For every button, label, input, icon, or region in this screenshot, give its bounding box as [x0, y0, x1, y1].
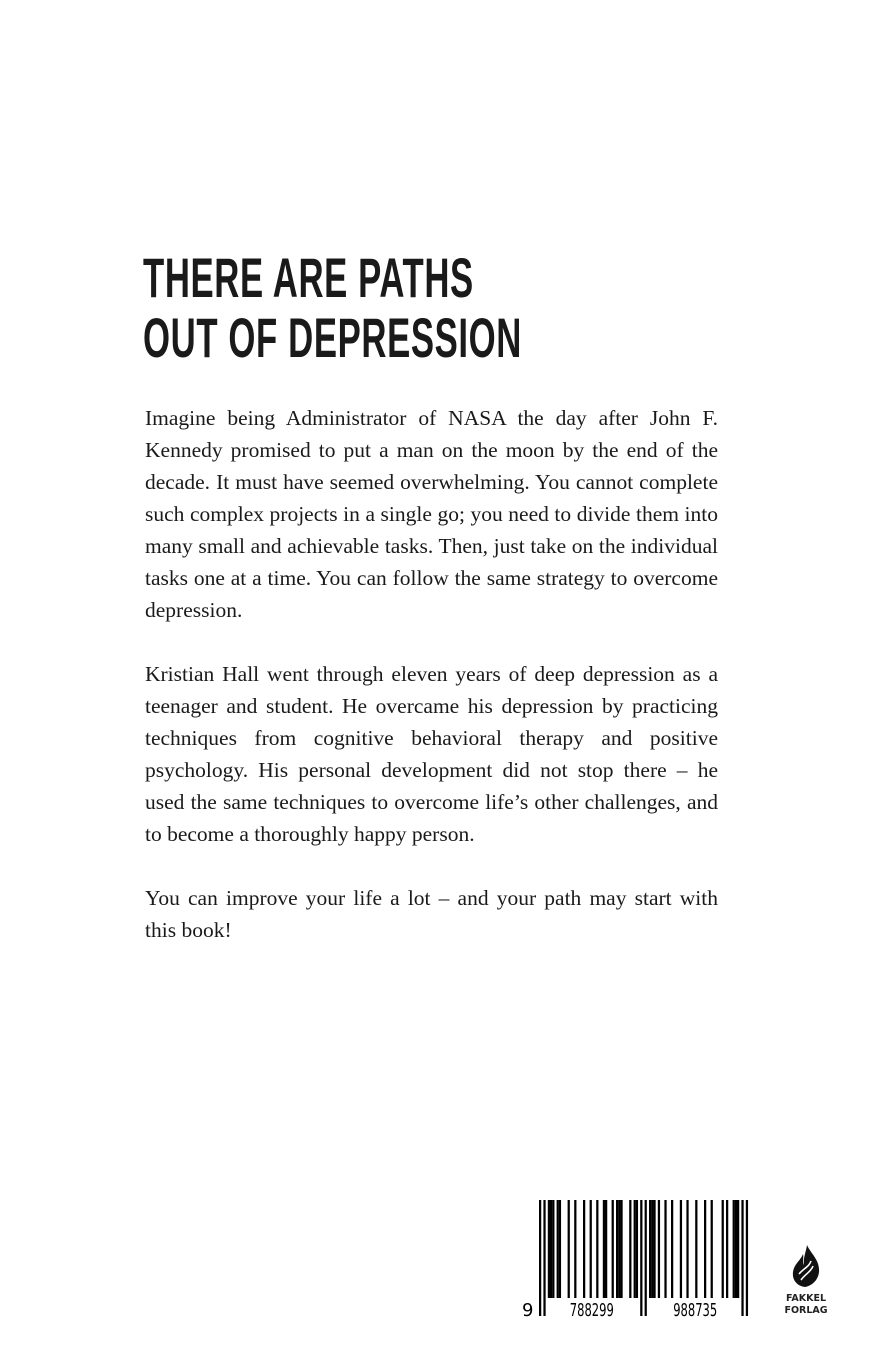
- barcode-bar: [612, 1200, 614, 1298]
- publisher-logo: [778, 1244, 834, 1317]
- title-line-1: THERE ARE PATHS: [143, 246, 474, 309]
- barcode-bar: [557, 1200, 559, 1298]
- barcode-bar: [548, 1200, 550, 1298]
- barcode-bar: [640, 1200, 642, 1316]
- barcode-bar: [741, 1200, 743, 1316]
- barcode-bar: [616, 1200, 618, 1298]
- barcode-bar: [695, 1200, 697, 1298]
- barcode-bar: [629, 1200, 631, 1298]
- barcode-bar: [574, 1200, 576, 1298]
- barcode-bar: [552, 1200, 554, 1298]
- barcode-bar: [636, 1200, 638, 1298]
- barcode-bar: [605, 1200, 607, 1298]
- barcode-bar: [649, 1200, 651, 1298]
- cover-title: [143, 248, 522, 368]
- paragraph: You can improve your life a lot – and your path may start with this book!: [145, 886, 718, 942]
- barcode-bar: [651, 1200, 653, 1298]
- barcode-bar: [680, 1200, 682, 1298]
- barcode-bar: [590, 1200, 592, 1298]
- barcode-bar: [664, 1200, 666, 1298]
- isbn-barcode: [518, 1198, 758, 1322]
- barcode-bar: [746, 1200, 748, 1316]
- barcode-bar: [583, 1200, 585, 1298]
- barcode-bar: [645, 1200, 647, 1316]
- barcode-bar: [653, 1200, 655, 1298]
- barcode-bar: [726, 1200, 728, 1298]
- barcode-bar: [603, 1200, 605, 1298]
- barcode-bar: [704, 1200, 706, 1298]
- barcode-digits: 988735: [673, 1300, 718, 1321]
- barcode-bar: [550, 1200, 552, 1298]
- barcode-bar: [559, 1200, 561, 1298]
- title-line-2: OUT OF DEPRESSION: [143, 306, 523, 369]
- barcode-digits: 9: [522, 1300, 534, 1321]
- barcode-bar: [686, 1200, 688, 1298]
- paragraph: Kristian Hall went through eleven years of deep depression as a teenager and student. He overcame his depression by practicing techniques from cognitive behavioral therapy and positive psychology. His personal development did not stop there – he used the same techniques to overcome life’s other challenges, and to become a thoroughly happy person.: [145, 662, 718, 846]
- barcode-bar: [539, 1200, 541, 1316]
- barcode-bar: [620, 1200, 622, 1298]
- barcode-bar: [658, 1200, 660, 1298]
- barcode-bar: [671, 1200, 673, 1298]
- barcode-bar: [618, 1200, 620, 1298]
- barcode-bar: [711, 1200, 713, 1298]
- barcode-bar: [735, 1200, 737, 1298]
- barcode-bar: [634, 1200, 636, 1298]
- barcode-bar: [568, 1200, 570, 1298]
- barcode-bar: [722, 1200, 724, 1298]
- flame-icon: [789, 1244, 823, 1288]
- barcode-bar: [733, 1200, 735, 1298]
- barcode-bar: [737, 1200, 739, 1298]
- barcode-bar: [596, 1200, 598, 1298]
- barcode-bar: [543, 1200, 545, 1316]
- barcode-digits: 788299: [569, 1300, 614, 1321]
- publisher-name-line-1: FAKKEL: [785, 1293, 827, 1304]
- blurb: [145, 402, 718, 978]
- publisher-name-line-2: FORLAG: [784, 1305, 828, 1316]
- paragraph: Imagine being Administrator of NASA the day after John F. Kennedy promised to put a man on the moon by the end of the decade. It must have seemed overwhelming. You cannot complete such complex projects in a single go; you need to divide them into many small and achievable tasks. Then, just take on the individual tasks one at a time. You can follow the same strategy to overcome depression.: [145, 406, 718, 622]
